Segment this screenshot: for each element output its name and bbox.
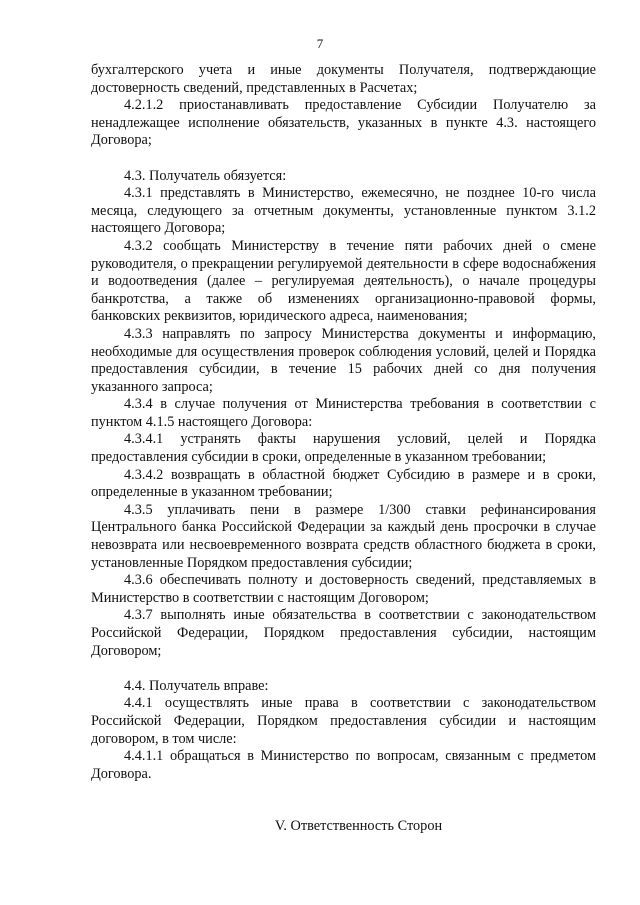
paragraph-4-4-1: 4.4.1 осуществлять иные права в соответствии с законодательством Российской Федерации, Порядком предоставления субсидии и настоящим договором, в том числе: bbox=[91, 695, 596, 747]
paragraph-4-3-5: 4.3.5 уплачивать пени в размере 1/300 ставки рефинансирования Центрального банка Российской Федерации за каждый день просрочки в случае невозврата или несвоевременного возврата средств областного бюджета в сроки, установленные Порядком предоставления субсидии; bbox=[91, 501, 596, 571]
paragraph-4-3-6: 4.3.6 обеспечивать полноту и достоверность сведений, представляемых в Министерство в соответствии с настоящим Договором; bbox=[91, 572, 596, 606]
paragraph-4-4-1-1: 4.4.1.1 обращаться в Министерство по вопросам, связанным с предметом Договора. bbox=[91, 748, 596, 782]
spacer bbox=[91, 150, 596, 168]
paragraph-4-3-4-2: 4.3.4.2 возвращать в областной бюджет Субсидию в размере и в сроки, определенные в указанном требовании; bbox=[91, 466, 596, 501]
paragraph-4-3-2: 4.3.2 сообщать Министерству в течение пяти рабочих дней о смене руководителя, о прекращении регулируемой деятельности в сфере водоснабжения и водоотведения (далее – регулируемая деятельность), о начале процедуры банкротства, а также об изменениях организационно-правовой формы, банковских реквизитов, юридического адреса, наименования; bbox=[91, 237, 596, 325]
paragraph-4-4-heading: 4.4. Получатель вправе: bbox=[124, 677, 269, 694]
spacer bbox=[91, 783, 596, 818]
paragraph-continuation: бухгалтерского учета и иные документы Получателя, подтверждающие достоверность сведений, представленных в Расчетах; bbox=[91, 62, 596, 96]
section-title: V. Ответственность Сторон bbox=[274, 818, 443, 835]
paragraph-4-3-1: 4.3.1 представлять в Министерство, ежемесячно, не позднее 10-го числа месяца, следующего за отчетным документы, установленные пунктом 3.1.2 настоящего Договора; bbox=[91, 185, 596, 237]
paragraph-4-3-heading: 4.3. Получатель обязуется: bbox=[124, 167, 287, 184]
page-number: 7 bbox=[316, 36, 324, 51]
paragraph-4-3-3: 4.3.3 направлять по запросу Министерства документы и информацию, необходимые для осуществления проверок соблюдения условий, целей и Порядка предоставления субсидии, в течение 15 рабочих дней со дня получения указанного запроса; bbox=[91, 325, 596, 395]
paragraph-4-3-7: 4.3.7 выполнять иные обязательства в соответствии с законодательством Российской Федерации, Порядком предоставления субсидии, настоящим Договором; bbox=[91, 607, 596, 659]
paragraph-4-3-4: 4.3.4 в случае получения от Министерства требования в соответствии с пунктом 4.1.5 настоящего Договора: bbox=[91, 396, 596, 430]
paragraph-4-2-1-2: 4.2.1.2 приостанавливать предоставление Субсидии Получателю за ненадлежащее исполнение обязательств, указанных в пункте 4.3. настоящего Договора; bbox=[91, 97, 596, 149]
spacer bbox=[91, 660, 596, 678]
document-body bbox=[91, 62, 596, 836]
paragraph-4-3-4-1: 4.3.4.1 устранять факты нарушения условий, целей и Порядка предоставления субсидии в сроки, определенные в указанном требовании; bbox=[91, 431, 596, 466]
